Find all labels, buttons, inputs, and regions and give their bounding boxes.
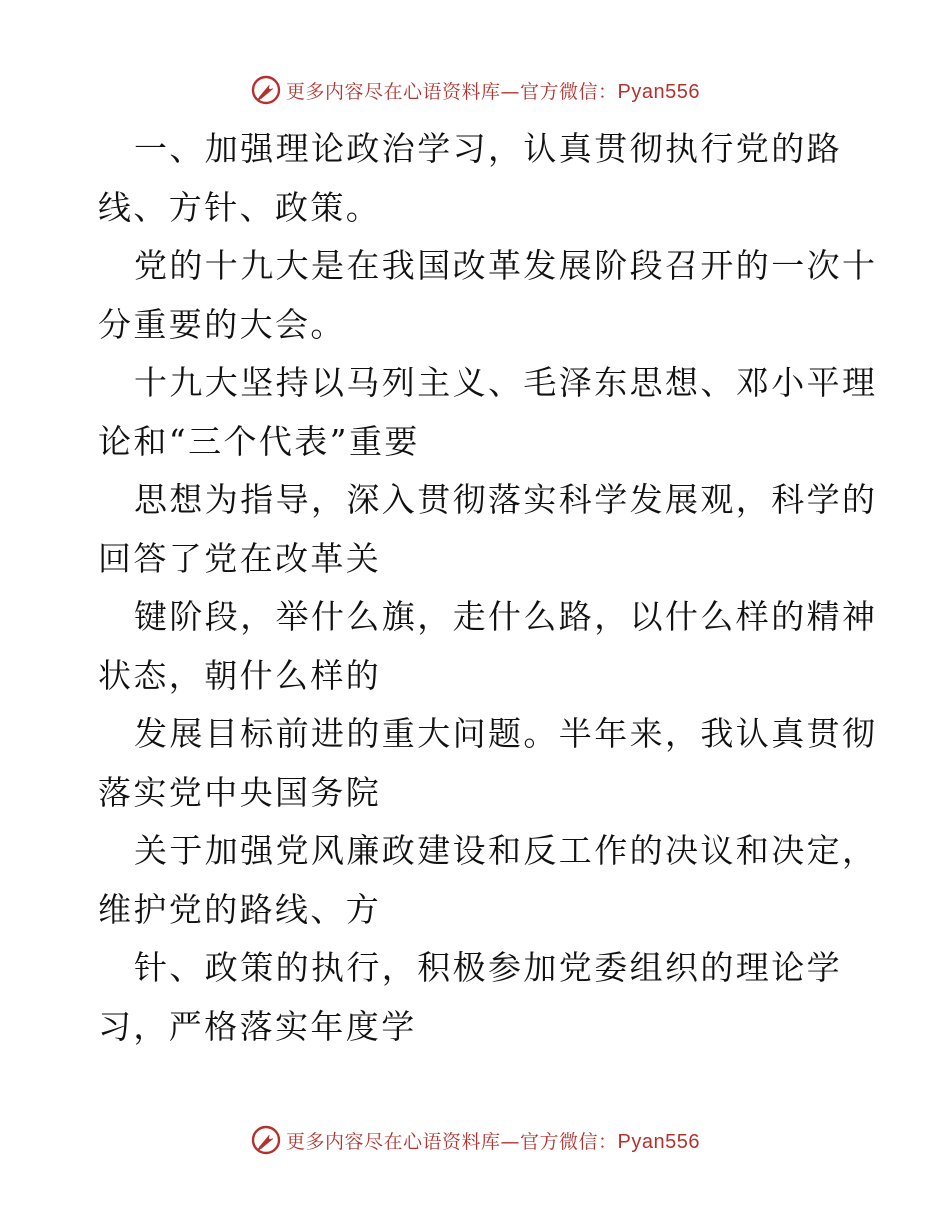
watermark-text — [286, 1127, 700, 1154]
pen-nib-icon — [250, 74, 282, 106]
paragraph — [98, 471, 878, 588]
watermark-label: 更多内容尽在心语资料库—官方微信： — [286, 1130, 618, 1153]
paragraph-line: 状态，朝什么样的 — [98, 655, 382, 695]
watermark-wechat-id: Pyan556 — [617, 80, 700, 103]
paragraph — [98, 939, 858, 1056]
paragraph-line: 发展目标前进的重大问题。半年来，我认真贯彻 — [134, 714, 878, 753]
paragraph-line: 习，严格落实年度学 — [98, 1006, 417, 1046]
paragraph-line: 论和“三个代表”重要 — [98, 421, 420, 461]
paragraph-line: 维护党的路线、方 — [98, 889, 382, 929]
paragraph — [98, 822, 878, 939]
paragraph-line: 一、加强理论政治学习，认真贯彻执行党的路 — [134, 129, 842, 168]
document-body — [98, 120, 878, 1056]
paragraph-line: 落实党中央国务院 — [98, 772, 382, 812]
paragraph-line: 键阶段，举什么旗，走什么路，以什么样的精神 — [134, 597, 878, 636]
paragraph — [98, 120, 858, 237]
paragraph-line: 关于加强党风廉政建设和反工作的决议和决定， — [134, 831, 878, 870]
paragraph-line: 思想为指导，深入贯彻落实科学发展观，科学的 — [134, 480, 878, 519]
pen-nib-icon — [250, 1124, 282, 1156]
header-watermark — [0, 70, 950, 110]
paragraph — [98, 588, 878, 705]
footer-watermark — [0, 1120, 950, 1160]
paragraph-line: 十九大坚持以马列主义、毛泽东思想、邓小平理 — [134, 363, 878, 402]
watermark-wechat-id: Pyan556 — [617, 1130, 700, 1153]
watermark-text — [286, 77, 700, 104]
paragraph-line: 回答了党在改革关 — [98, 538, 382, 578]
paragraph-line: 针、政策的执行，积极参加党委组织的理论学 — [134, 948, 842, 987]
watermark-label: 更多内容尽在心语资料库—官方微信： — [286, 80, 618, 103]
paragraph — [98, 237, 878, 354]
paragraph-line: 党的十九大是在我国改革发展阶段召开的一次十 — [134, 246, 878, 285]
paragraph-line: 线、方针、政策。 — [98, 187, 382, 227]
paragraph — [98, 705, 878, 822]
paragraph-line: 分重要的大会。 — [98, 304, 346, 344]
paragraph — [98, 354, 878, 471]
